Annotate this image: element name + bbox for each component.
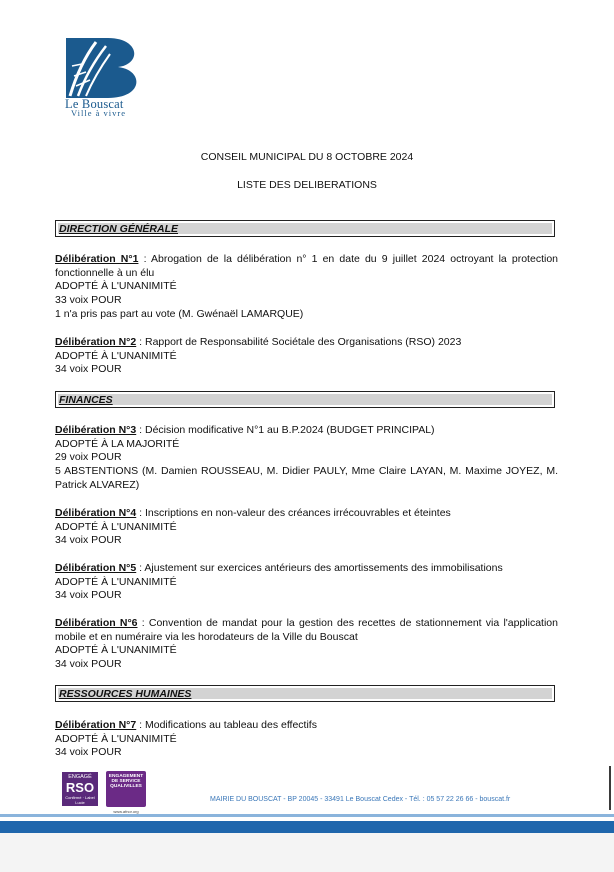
deliberation-3: Délibération N°3 : Décision modificative N°1 au B.P.2024 (BUDGET PRINCIPAL) ADOPTÉ À LA MAJORITÉ 29 voix POUR 5 ABSTENTIONS (M. Damien ROUSSEAU, M. Didier PAULY, Mme Claire LAYAN, M. Maxime JOYEZ, M. Patrick ALVAREZ) xyxy=(55,424,558,491)
rso-label-badge: ENGAGÉ RSO Confirmé · Label Lucie xyxy=(62,772,98,806)
section-title: DIRECTION GÉNÉRALE xyxy=(59,223,179,235)
document-title: CONSEIL MUNICIPAL DU 8 OCTOBRE 2024 xyxy=(200,151,414,163)
deliberation-result: ADOPTÉ À L'UNANIMITÉ xyxy=(55,575,177,588)
deliberation-text: Rapport de Responsabilité Sociétale des Organisations (RSO) 2023 xyxy=(144,336,462,348)
deliberation-text: Convention de mandat pour la gestion des recettes de stationnement via l'application mobile et en numéraire via les horodateurs de la Ville du Bouscat xyxy=(55,617,558,643)
deliberation-votes: 34 voix POUR xyxy=(55,589,122,602)
deliberation-votes: 34 voix POUR xyxy=(55,363,122,376)
deliberation-text: Abrogation de la délibération n° 1 en date du 9 juillet 2024 octroyant la protection fonctionnelle à un élu xyxy=(55,253,558,279)
deliberation-5: Délibération N°5 : Ajustement sur exercices antérieurs des amortissements des immobilisations ADOPTÉ À L'UNANIMITÉ 34 voix POUR xyxy=(55,562,558,603)
deliberation-7: Délibération N°7 : Modifications au tableau des effectifs ADOPTÉ À L'UNANIMITÉ 34 voix POUR xyxy=(55,719,558,760)
section-ressources-humaines xyxy=(55,685,555,702)
deliberation-result: ADOPTÉ À L'UNANIMITÉ xyxy=(55,520,177,533)
deliberation-result: ADOPTÉ À L'UNANIMITÉ xyxy=(55,349,177,362)
deliberation-number: Délibération N°1 xyxy=(55,253,139,265)
deliberation-4: Délibération N°4 : Inscriptions en non-valeur des créances irrécouvrables et éteintes ADOPTÉ À L'UNANIMITÉ 34 voix POUR xyxy=(55,507,558,548)
qualivilles-badge: ENGAGEMENT DE SERVICE QUALIVILLES xyxy=(106,771,146,807)
deliberation-number: Délibération N°7 xyxy=(55,719,137,731)
deliberation-result: ADOPTÉ À L'UNANIMITÉ xyxy=(55,280,177,293)
deliberation-number: Délibération N°3 xyxy=(55,424,137,436)
deliberation-votes: 34 voix POUR xyxy=(55,658,122,671)
deliberation-number: Délibération N°4 xyxy=(55,507,137,519)
logo-name: Le Bouscat xyxy=(65,97,124,111)
footer-address: MAIRIE DU BOUSCAT - BP 20045 - 33491 Le Bouscat Cedex - Tél. : 05 57 22 26 66 - bouscat.fr xyxy=(210,796,511,803)
deliberation-number: Délibération N°5 xyxy=(55,562,137,574)
section-title: RESSOURCES HUMAINES xyxy=(59,688,192,700)
section-direction-generale xyxy=(55,220,555,237)
footer-band-dark xyxy=(0,821,614,833)
deliberation-2: Délibération N°2 : Rapport de Responsabilité Sociétale des Organisations (RSO) 2023 ADOPTÉ À L'UNANIMITÉ 34 voix POUR xyxy=(55,336,558,377)
deliberation-abstentions: 5 ABSTENTIONS (M. Damien ROUSSEAU, M. Didier PAULY, Mme Claire LAYAN, M. Maxime JOYEZ, M. Patrick ALVAREZ) xyxy=(55,465,558,491)
deliberation-text: Ajustement sur exercices antérieurs des amortissements des immobilisations xyxy=(144,562,503,574)
deliberation-votes: 33 voix POUR xyxy=(55,294,122,307)
deliberation-text: Inscriptions en non-valeur des créances irrécouvrables et éteintes xyxy=(144,507,451,519)
deliberation-note: 1 n'a pris pas part au vote (M. Gwénaël LAMARQUE) xyxy=(55,307,304,320)
deliberation-text: Modifications au tableau des effectifs xyxy=(144,719,317,731)
page-edge-divider xyxy=(609,766,611,810)
footer-band-light xyxy=(0,814,614,817)
deliberation-result: ADOPTÉ À L'UNANIMITÉ xyxy=(55,644,177,657)
section-title: FINANCES xyxy=(59,394,113,406)
logo-tagline: Ville à vivre xyxy=(71,108,126,118)
deliberation-text: Décision modificative N°1 au B.P.2024 (BUDGET PRINCIPAL) xyxy=(144,424,435,436)
section-finances xyxy=(55,391,555,408)
deliberation-number: Délibération N°6 xyxy=(55,617,138,629)
viewer-background xyxy=(0,833,614,872)
deliberation-result: ADOPTÉ À L'UNANIMITÉ xyxy=(55,732,177,745)
deliberation-1: Délibération N°1 : Abrogation de la délibération n° 1 en date du 9 juillet 2024 octroyant la protection fonctionnelle à un élu ADOPTÉ À L'UNANIMITÉ 33 voix POUR 1 n'a pris pas part au vote (M. Gwénaël LAMARQUE) xyxy=(55,253,558,320)
deliberation-number: Délibération N°2 xyxy=(55,336,137,348)
deliberation-votes: 29 voix POUR xyxy=(55,451,122,464)
deliberation-result: ADOPTÉ À LA MAJORITÉ xyxy=(55,437,180,450)
deliberation-votes: 34 voix POUR xyxy=(55,534,122,547)
document-subtitle: LISTE DES DELIBERATIONS xyxy=(237,179,377,191)
deliberation-6: Délibération N°6 : Convention de mandat pour la gestion des recettes de stationnement via l'application mobile et en numéraire via les horodateurs de la Ville du Bouscat ADOPTÉ À L'UNANIMITÉ 34 voix POUR xyxy=(55,617,558,671)
deliberation-votes: 34 voix POUR xyxy=(55,746,122,759)
qualivilles-url: www.afnor.org xyxy=(113,809,139,814)
